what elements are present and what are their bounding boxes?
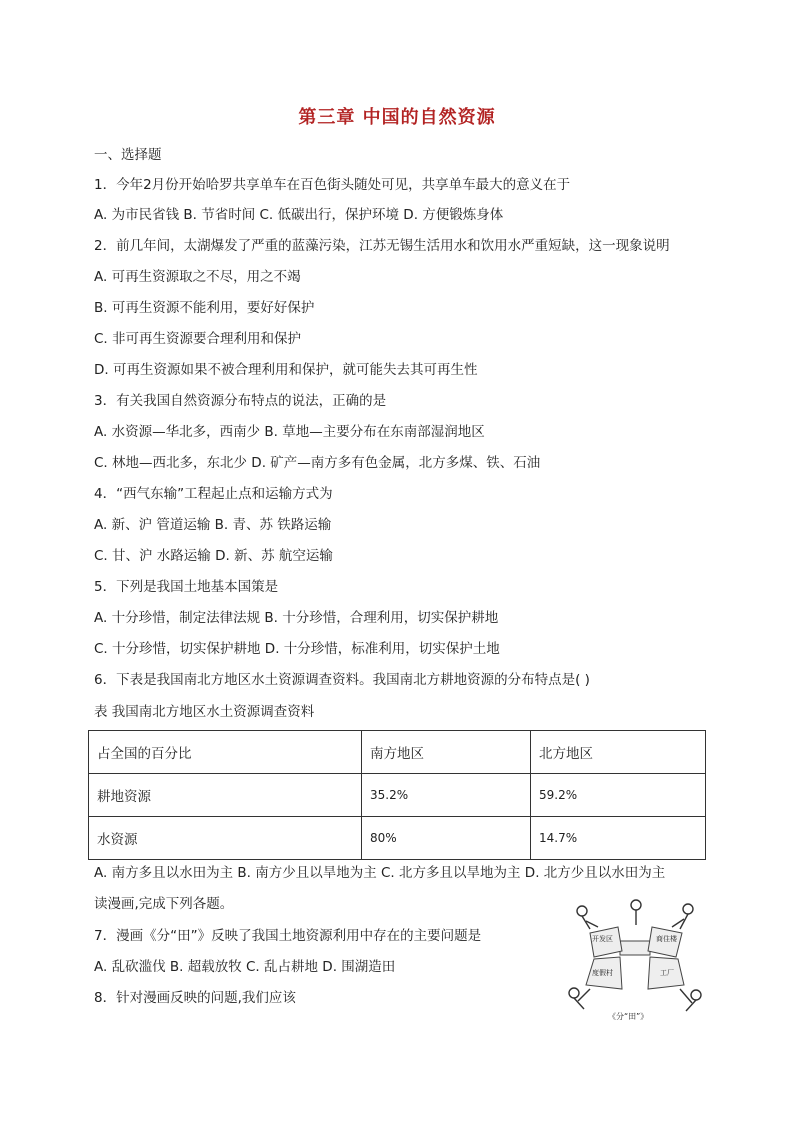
table-header-cell: 占全国的百分比 — [89, 731, 362, 774]
question-1-options: A. 为市民省钱 B. 节省时间 C. 低碳出行，保护环境 D. 方便锻炼身体 — [94, 207, 504, 223]
page-title: 第三章 中国的自然资源 — [298, 107, 496, 128]
table-cell: 59.2% — [531, 774, 706, 817]
question-7-options: A. 乱砍滥伐 B. 超载放牧 C. 乱占耕地 D. 围湖造田 — [94, 959, 396, 975]
question-8: 8．针对漫画反映的问题,我们应该 — [94, 990, 296, 1006]
table-cell: 35.2% — [362, 774, 531, 817]
table-cell: 耕地资源 — [89, 774, 362, 817]
question-2-option-c: C. 非可再生资源要合理利用和保护 — [94, 331, 302, 347]
cartoon-sign-label: 度假村 — [592, 969, 613, 977]
read-cartoon-instruction: 读漫画,完成下列各题。 — [94, 896, 234, 912]
question-5-options-cd: C. 十分珍惜，切实保护耕地 D. 十分珍惜，标准利用，切实保护土地 — [94, 641, 500, 657]
table-header-row — [89, 731, 706, 774]
table-row — [89, 817, 706, 860]
question-5: 5．下列是我国土地基本国策是 — [94, 579, 279, 595]
cartoon-caption: 《分“田”》 — [608, 1012, 649, 1021]
cartoon-sign-label: 商住楼 — [656, 935, 677, 943]
table-header-cell: 南方地区 — [362, 731, 531, 774]
table-cell: 水资源 — [89, 817, 362, 860]
question-2-option-b: B. 可再生资源不能利用，要好好保护 — [94, 300, 315, 316]
section-heading: 一、选择题 — [94, 147, 162, 163]
question-2-option-d: D. 可再生资源如果不被合理利用和保护，就可能失去其可再生性 — [94, 362, 478, 378]
question-6-options: A. 南方多且以水田为主 B. 南方少且以旱地为主 C. 北方多且以旱地为主 D. 北方少且以水田为主 — [94, 865, 666, 881]
question-3: 3．有关我国自然资源分布特点的说法，正确的是 — [94, 393, 387, 409]
question-6: 6．下表是我国南北方地区水土资源调查资料。我国南北方耕地资源的分布特点是( ) — [94, 672, 590, 688]
table-header-cell: 北方地区 — [531, 731, 706, 774]
table-caption: 表 我国南北方地区水土资源调查资料 — [94, 704, 315, 720]
cartoon-sign-label: 工厂 — [660, 969, 674, 977]
question-2-option-a: A. 可再生资源取之不尽，用之不竭 — [94, 269, 301, 285]
table-cell: 14.7% — [531, 817, 706, 860]
table-row — [89, 774, 706, 817]
question-3-options-ab: A. 水资源—华北多，西南少 B. 草地—主要分布在东南部湿润地区 — [94, 424, 485, 440]
question-1: 1．今年2月份开始哈罗共享单车在百色街头随处可见，共享单车最大的意义在于 — [94, 177, 571, 193]
cartoon-sign-label: 开发区 — [592, 935, 613, 943]
cartoon-illustration — [560, 893, 710, 1023]
question-5-options-ab: A. 十分珍惜，制定法律法规 B. 十分珍惜，合理利用，切实保护耕地 — [94, 610, 499, 626]
question-4-options-cd: C. 甘、沪 水路运输 D. 新、苏 航空运输 — [94, 548, 333, 564]
question-4-options-ab: A. 新、沪 管道运输 B. 青、苏 铁路运输 — [94, 517, 332, 533]
resource-table — [88, 730, 706, 860]
table-cell: 80% — [362, 817, 531, 860]
question-3-options-cd: C. 林地—西北多，东北少 D. 矿产—南方多有色金属，北方多煤、铁、石油 — [94, 455, 541, 471]
question-2: 2．前几年间，太湖爆发了严重的蓝藻污染，江苏无锡生活用水和饮用水严重短缺，这一现象说明 — [94, 238, 670, 254]
question-7: 7．漫画《分“田”》反映了我国土地资源利用中存在的主要问题是 — [94, 928, 482, 944]
question-4: 4．“西气东输”工程起止点和运输方式为 — [94, 486, 333, 502]
